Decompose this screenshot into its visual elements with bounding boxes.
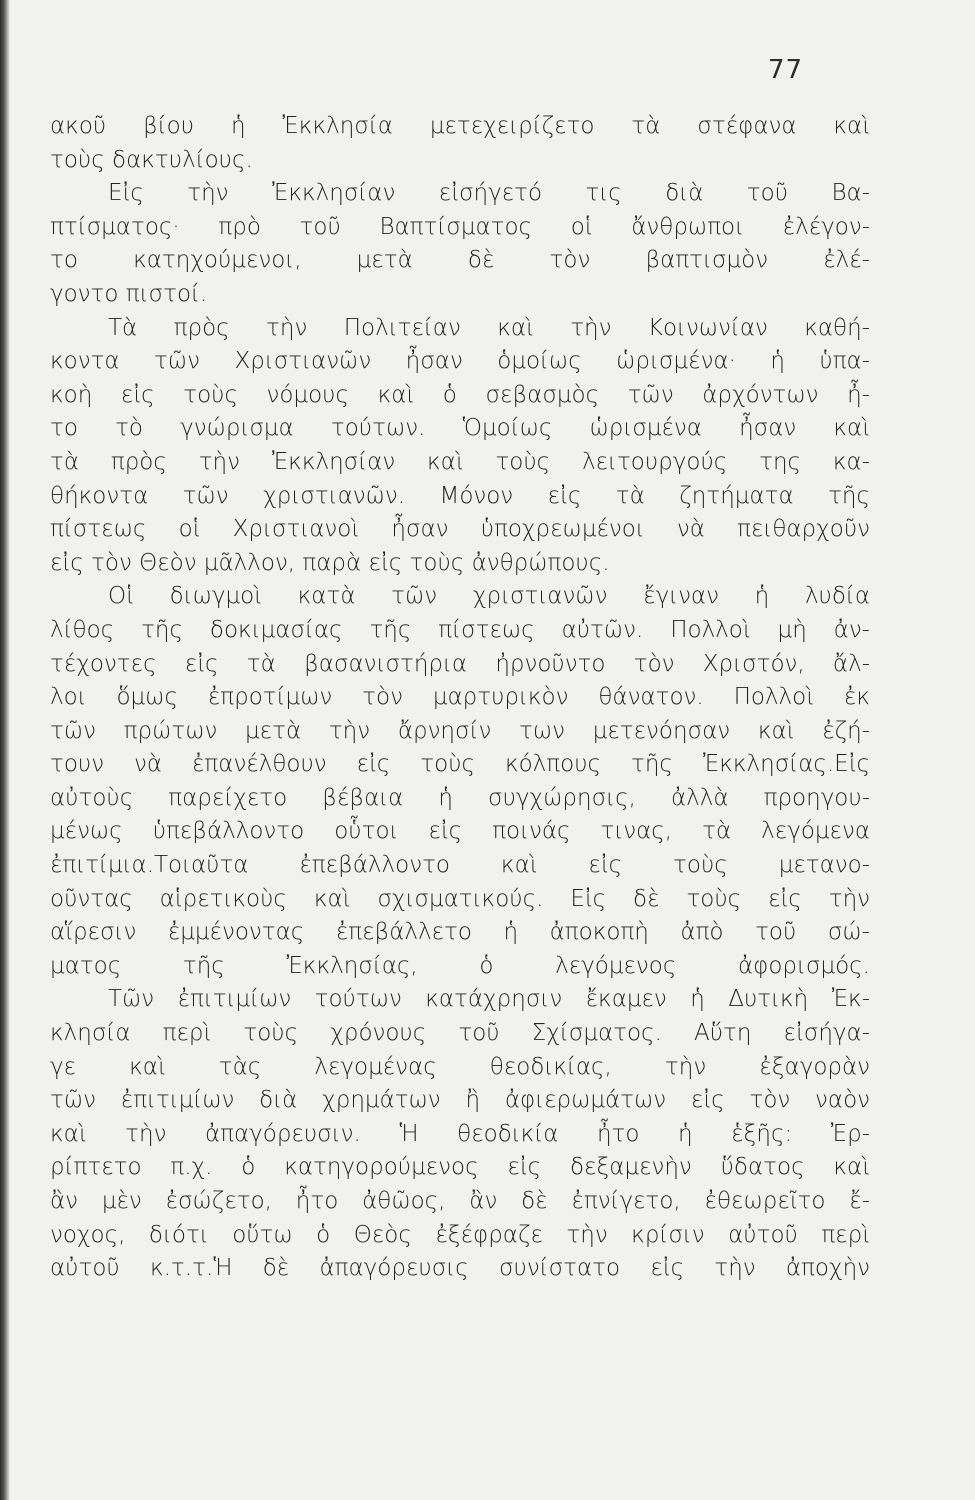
- text-line: θήκοντα τῶν χριστιανῶν. Μόνον εἰς τὰ ζητήματα τῆς: [50, 482, 870, 509]
- page-binding-shadow: [0, 0, 10, 1500]
- text-line: κλησία περὶ τοὺς χρόνους τοῦ Σχίσματος. Αὕτη εἰσήγα-: [50, 1020, 870, 1047]
- text-line: γε καὶ τὰς λεγομένας θεοδικίας, τὴν ἐξαγορὰν: [50, 1053, 870, 1080]
- text-line: ακοῦ βίου ἡ Ἐκκλησία μετεχειρίζετο τὰ στέφανα καὶ: [50, 113, 870, 139]
- text-line: τουν νὰ ἐπανέλθουν εἰς τοὺς κόλπους τῆς Ἐκκλησίας.Εἰς: [50, 751, 870, 778]
- text-line: λοι ὅμως ἐπροτίμων τὸν μαρτυρικὸν θάνατον. Πολλοὶ ἐκ: [50, 684, 870, 711]
- text-line: κοντα τῶν Χριστιανῶν ἦσαν ὁμοίως ὡρισμένα· ἡ ὑπα-: [50, 348, 870, 375]
- text-line: πίστεως οἱ Χριστιανοὶ ἦσαν ὑποχρεωμένοι νὰ πειθαρχοῦν: [50, 516, 870, 543]
- body-text: [50, 110, 870, 1286]
- text-line: τοὺς δακτυλίους.: [50, 146, 253, 173]
- page-number: 77: [768, 55, 804, 85]
- text-line: λίθος τῆς δοκιμασίας τῆς πίστεως αὐτῶν. Πολλοὶ μὴ ἀν-: [50, 616, 870, 643]
- text-line: αὐτοὺς παρείχετο βέβαια ἡ συγχώρησις, ἀλλὰ προηγου-: [50, 784, 870, 811]
- text-line: καὶ τὴν ἀπαγόρευσιν. Ἡ θεοδικία ἦτο ἡ ἑξῆς: Ἐρ-: [50, 1120, 870, 1147]
- text-line: Τὰ πρὸς τὴν Πολιτείαν καὶ τὴν Κοινωνίαν καθή-: [108, 314, 870, 341]
- text-line: ἂν μὲν ἐσώζετο, ἦτο ἀθῶος, ἂν δὲ ἐπνίγετο, ἐθεωρεῖτο ἔ-: [50, 1188, 870, 1214]
- text-line: Εἰς τὴν Ἐκκλησίαν εἰσήγετό τις διὰ τοῦ Βα-: [108, 180, 870, 207]
- text-line: μένως ὑπεβάλλοντο οὗτοι εἰς ποινάς τινας, τὰ λεγόμενα: [50, 818, 870, 845]
- text-line: κοὴ εἰς τοὺς νόμους καὶ ὁ σεβασμὸς τῶν ἀρχόντων ἦ-: [50, 381, 870, 408]
- text-line: ματος τῆς Ἐκκλησίας, ὁ λεγόμενος ἀφορισμός.: [50, 952, 870, 979]
- text-line: εἰς τὸν Θεὸν μᾶλλον, παρὰ εἰς τοὺς ἀνθρώπους.: [50, 549, 610, 576]
- text-line: τὰ πρὸς τὴν Ἐκκλησίαν καὶ τοὺς λειτουργούς της κα-: [50, 448, 870, 475]
- text-line: ρίπτετο π.χ. ὁ κατηγορούμενος εἰς δεξαμενὴν ὕδατος καὶ: [50, 1154, 870, 1181]
- text-line: τῶν πρώτων μετὰ τὴν ἄρνησίν των μετενόησαν καὶ ἐζή-: [50, 717, 870, 744]
- text-line: αὐτοῦ κ.τ.τ.Ἡ δὲ ἀπαγόρευσις συνίστατο εἰς τὴν ἀποχὴν: [50, 1255, 870, 1282]
- text-line: το κατηχούμενοι, μετὰ δὲ τὸν βαπτισμὸν ἐλέ-: [50, 247, 870, 274]
- text-line: Τῶν ἐπιτιμίων τούτων κατάχρησιν ἔκαμεν ἡ Δυτικὴ Ἐκ-: [108, 986, 870, 1013]
- text-line: πτίσματος· πρὸ τοῦ Βαπτίσματος οἱ ἄνθρωποι ἐλέγον-: [50, 213, 870, 240]
- text-line: γοντο πιστοί.: [50, 280, 208, 307]
- text-line: τῶν ἐπιτιμίων διὰ χρημάτων ἢ ἀφιερωμάτων εἰς τὸν ναὸν: [50, 1087, 870, 1114]
- text-line: ἐπιτίμια.Τοιαῦτα ἐπεβάλλοντο καὶ εἰς τοὺς μετανο-: [50, 852, 870, 879]
- text-line: το τὸ γνώρισμα τούτων. Ὁμοίως ὡρισμένα ἦσαν καὶ: [50, 415, 870, 442]
- text-line: οῦντας αἱρετικοὺς καὶ σχισματικούς. Εἰς δὲ τοὺς εἰς τὴν: [50, 885, 870, 912]
- text-line: τέχοντες εἰς τὰ βασανιστήρια ἠρνοῦντο τὸν Χριστόν, ἄλ-: [50, 650, 870, 677]
- text-line: νοχος, διότι οὕτω ὁ Θεὸς ἐξέφραζε τὴν κρίσιν αὐτοῦ περὶ: [50, 1221, 870, 1248]
- text-line: αἵρεσιν ἐμμένοντας ἐπεβάλλετο ἡ ἀποκοπὴ ἀπὸ τοῦ σώ-: [50, 919, 870, 946]
- text-line: Οἱ διωγμοὶ κατὰ τῶν χριστιανῶν ἔγιναν ἡ λυδία: [108, 583, 870, 610]
